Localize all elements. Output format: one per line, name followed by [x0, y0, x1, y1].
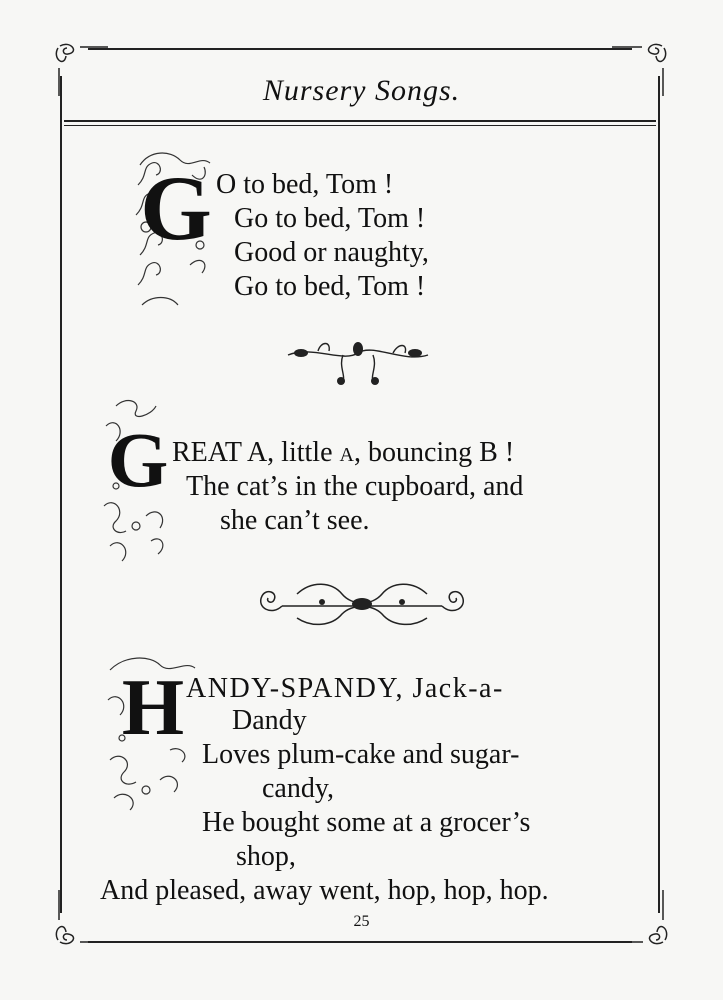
poem2-line-1-small-a: a [339, 437, 354, 468]
scroll-separator-icon [252, 572, 472, 632]
page-header-title: Nursery Songs. [262, 74, 461, 107]
poem3-line-7: And pleased, away went, hop, hop, hop. [100, 875, 549, 906]
dropcap-g-2: G [107, 416, 169, 503]
poem2-line-1 [172, 436, 514, 470]
poem3-line-5: He bought some at a grocer’s [202, 807, 531, 838]
poem1-line-2: Go to bed, Tom ! [234, 203, 426, 234]
frame-right-rule [658, 76, 660, 913]
header-divider [64, 120, 656, 122]
poem3-line-2: Dandy [232, 705, 307, 736]
dropcap-g-1: G [140, 157, 212, 259]
poem1-line-1: O to bed, Tom ! [216, 169, 394, 200]
poem3-line-3: Loves plum-cake and sugar- [202, 739, 520, 770]
poem3-line-6: shop, [236, 841, 296, 872]
poem3-line-4: candy, [262, 773, 335, 804]
floral-separator-icon [283, 333, 433, 388]
poem2-line-1-part-a: REAT A, little [172, 437, 340, 468]
frame-left-rule [60, 76, 62, 913]
frame-top-rule [88, 48, 632, 50]
dropcap-h: H [121, 664, 185, 752]
frame-bottom-rule [88, 941, 632, 943]
poem2-line-3: she can’t see. [220, 505, 370, 536]
poem2-line-2: The cat’s in the cupboard, and [186, 471, 524, 502]
poem3-line-1: ANDY-SPANDY, Jack-a- [186, 673, 504, 704]
poem1-line-3: Good or naughty, [234, 237, 429, 268]
header-divider-thin [64, 125, 656, 126]
poem1-line-4: Go to bed, Tom ! [234, 271, 426, 302]
page-number: 25 [353, 913, 370, 930]
poem2-line-1-part-c: , bouncing B ! [353, 437, 515, 468]
